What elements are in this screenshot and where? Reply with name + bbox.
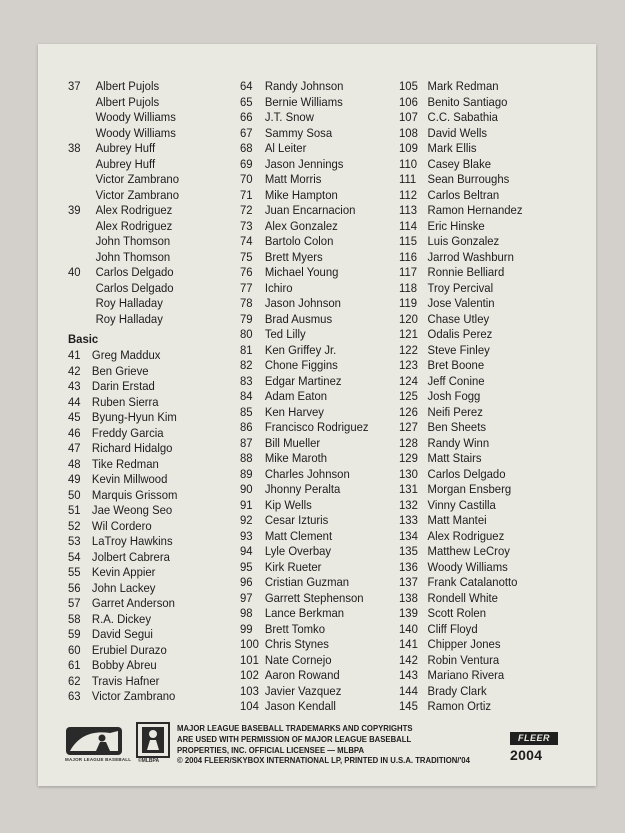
player-name: Steve Finley xyxy=(427,342,490,357)
card-number: 112 xyxy=(399,187,418,202)
player-name: Alex Rodriguez xyxy=(95,218,173,233)
card-number: 130 xyxy=(399,466,418,481)
card-number: 107 xyxy=(399,110,418,124)
player-name: Richard Hidalgo xyxy=(91,441,173,455)
card-number: 99 xyxy=(240,621,253,636)
checklist-row xyxy=(68,94,160,111)
player-name: Victor Zambrano xyxy=(91,689,176,703)
player-name: Robin Ventura xyxy=(427,652,500,667)
footer-line-1: MAJOR LEAGUE BASEBALL TRADEMARKS AND COPYRIGHTS xyxy=(177,723,413,733)
card-number: 87 xyxy=(240,435,253,450)
card-number: 132 xyxy=(399,497,418,512)
player-name: Bartolo Colon xyxy=(264,234,334,248)
basic-heading: Basic xyxy=(68,332,99,346)
player-name: Michael Young xyxy=(264,265,339,279)
player-name: Freddy Garcia xyxy=(91,425,164,440)
player-name: Sammy Sosa xyxy=(264,125,333,140)
card-number: 90 xyxy=(240,482,253,496)
player-name: Matt Clement xyxy=(264,528,333,543)
card-number: 42 xyxy=(68,363,81,378)
card-number: 123 xyxy=(399,358,418,372)
mlbpa-logo-text: ©MLBPA xyxy=(138,758,160,764)
card-number: 120 xyxy=(399,311,418,326)
checklist-row xyxy=(68,249,171,266)
player-name: Charles Johnson xyxy=(264,466,350,481)
player-name: Jhonny Peralta xyxy=(264,482,341,496)
player-name: Edgar Martinez xyxy=(264,373,342,388)
player-name: Juan Encarnacion xyxy=(264,203,356,217)
mlb-logo-text: MAJOR LEAGUE BASEBALL xyxy=(65,757,132,762)
player-name: Casey Blake xyxy=(427,156,492,171)
card-number: 88 xyxy=(240,451,253,465)
card-number: 131 xyxy=(399,482,418,496)
player-name: Jarrod Washburn xyxy=(427,249,514,264)
player-name: Ben Sheets xyxy=(427,420,487,434)
card-number: 105 xyxy=(399,79,418,93)
card-number: 78 xyxy=(240,296,253,310)
player-name: Morgan Ensberg xyxy=(427,482,512,496)
card-number: 56 xyxy=(68,580,81,595)
card-number: 69 xyxy=(240,156,253,171)
player-name: Ichiro xyxy=(264,280,293,295)
player-name: Cristian Guzman xyxy=(264,575,350,589)
checklist-row xyxy=(68,441,173,457)
player-name: Carlos Beltran xyxy=(427,187,500,202)
player-name: Roy Halladay xyxy=(95,296,163,310)
player-name: Woody Williams xyxy=(427,559,508,574)
player-name: Albert Pujols xyxy=(95,79,160,93)
checklist-row xyxy=(68,280,174,297)
mlb-logo xyxy=(66,727,122,755)
checklist-row xyxy=(68,658,157,674)
player-name: Chone Figgins xyxy=(264,358,338,372)
player-name: John Lackey xyxy=(91,580,156,595)
card-number: 48 xyxy=(68,456,81,471)
card-number: 133 xyxy=(399,513,418,527)
player-name: Matt Stairs xyxy=(427,451,482,465)
card-number: 67 xyxy=(240,125,253,140)
player-name: Al Leiter xyxy=(264,141,307,155)
player-name: Brad Ausmus xyxy=(264,311,333,326)
player-name: Garrett Stephenson xyxy=(264,590,364,605)
player-name: Vinny Castilla xyxy=(427,497,496,512)
card-number: 68 xyxy=(240,141,253,155)
card-number: 51 xyxy=(68,503,81,517)
player-name: John Thomson xyxy=(95,234,171,248)
player-name: Frank Catalanotto xyxy=(427,575,518,589)
player-name: Carlos Delgado xyxy=(95,265,174,279)
checklist-row xyxy=(68,363,149,380)
card-number: 54 xyxy=(68,549,81,564)
player-name: Ted Lilly xyxy=(264,327,306,341)
player-name: Alex Rodriguez xyxy=(427,528,505,543)
footer-line-4: © 2004 FLEER/SKYBOX INTERNATIONAL LP, PRINTED IN U.S.A. TRADITION/'04 xyxy=(177,755,470,766)
card-number: 144 xyxy=(399,683,418,698)
player-name: Ben Grieve xyxy=(91,363,149,378)
player-name: John Thomson xyxy=(95,249,171,264)
card-number: 121 xyxy=(399,327,418,341)
card-number: 98 xyxy=(240,606,253,620)
player-name: Kirk Rueter xyxy=(264,559,322,574)
card-number: 119 xyxy=(399,296,418,310)
card-number: 49 xyxy=(68,472,81,486)
player-name: Cesar Izturis xyxy=(264,513,329,527)
player-name: Bret Boone xyxy=(427,358,485,372)
card-number: 101 xyxy=(240,652,259,667)
player-name: Odalis Perez xyxy=(427,327,493,341)
card-number: 124 xyxy=(399,373,418,388)
player-name: Carlos Delgado xyxy=(95,280,174,295)
card-number: 75 xyxy=(240,249,253,264)
player-name: Erubiel Durazo xyxy=(91,642,167,657)
card-number: 106 xyxy=(399,94,418,109)
player-name: C.C. Sabathia xyxy=(427,110,498,124)
card-number: 139 xyxy=(399,606,418,620)
checklist-row xyxy=(68,596,175,612)
card-number: 81 xyxy=(240,342,253,357)
card-number: 45 xyxy=(68,410,81,424)
card-number: 39 xyxy=(68,203,81,217)
player-name: Mike Maroth xyxy=(264,451,328,465)
player-name: Bobby Abreu xyxy=(91,658,157,672)
card-number: 38 xyxy=(68,141,81,155)
checklist-row xyxy=(68,627,153,643)
card-number: 50 xyxy=(68,487,81,502)
player-name: Jose Valentin xyxy=(427,296,495,310)
player-name: Woody Williams xyxy=(95,125,176,140)
checklist-row xyxy=(68,379,155,395)
checklist-row xyxy=(68,487,178,504)
player-name: Matt Mantei xyxy=(427,513,487,527)
card-number: 96 xyxy=(240,575,253,589)
player-name: Aubrey Huff xyxy=(95,141,156,155)
card-number: 127 xyxy=(399,420,418,434)
card-number: 102 xyxy=(240,668,259,682)
card-number: 79 xyxy=(240,311,253,326)
player-name: Lyle Overbay xyxy=(264,544,332,558)
player-name: Brett Myers xyxy=(264,249,323,264)
checklist-row xyxy=(68,203,173,219)
player-name: Chris Stynes xyxy=(264,637,329,651)
checklist-row xyxy=(68,565,156,581)
player-name: Josh Fogg xyxy=(427,389,481,403)
player-name: Darin Erstad xyxy=(91,379,155,393)
card-number: 109 xyxy=(399,141,418,155)
player-name: Wil Cordero xyxy=(91,518,152,533)
player-name: J.T. Snow xyxy=(264,110,314,124)
checklist-row xyxy=(68,503,173,519)
player-name: Nate Cornejo xyxy=(264,652,332,667)
card-number: 83 xyxy=(240,373,253,388)
player-name: Ramon Hernandez xyxy=(427,203,523,217)
card-number: 97 xyxy=(240,590,253,605)
checklist-row xyxy=(68,141,156,157)
player-name: Alex Gonzalez xyxy=(264,218,338,233)
checklist-row xyxy=(68,265,174,281)
card-number: 71 xyxy=(240,187,253,202)
checklist-row xyxy=(68,311,163,328)
player-name: Ken Harvey xyxy=(264,404,324,419)
player-name: David Segui xyxy=(91,627,153,641)
checklist-row xyxy=(68,348,161,364)
player-name: Jason Jennings xyxy=(264,156,344,171)
player-name: Bernie Williams xyxy=(264,94,343,109)
player-name: Rondell White xyxy=(427,590,498,605)
card-number: 103 xyxy=(240,683,259,698)
player-name: Greg Maddux xyxy=(91,348,161,362)
player-name: Sean Burroughs xyxy=(427,172,510,186)
card-number: 58 xyxy=(68,611,81,626)
card-number: 44 xyxy=(68,394,81,409)
player-name: Francisco Rodriguez xyxy=(264,420,369,434)
card-number: 40 xyxy=(68,265,81,279)
player-name: Aubrey Huff xyxy=(95,156,156,171)
checklist-row xyxy=(68,456,159,473)
card-number: 129 xyxy=(399,451,418,465)
card-number: 135 xyxy=(399,544,418,558)
card-number: 60 xyxy=(68,642,81,657)
player-name: Marquis Grissom xyxy=(91,487,178,502)
player-name: Ronnie Belliard xyxy=(427,265,505,279)
card-number: 70 xyxy=(240,172,253,186)
player-name: Victor Zambrano xyxy=(95,187,180,202)
card-number: 93 xyxy=(240,528,253,543)
card-number: 46 xyxy=(68,425,81,440)
card-number: 59 xyxy=(68,627,81,641)
footer-line-2: ARE USED WITH PERMISSION OF MAJOR LEAGUE BASEBALL xyxy=(177,733,412,744)
card-number: 114 xyxy=(399,218,418,233)
checklist-row xyxy=(68,518,152,535)
card-number: 100 xyxy=(240,637,259,651)
player-name: Adam Eaton xyxy=(264,389,328,403)
player-name: Jason Johnson xyxy=(264,296,341,310)
checklist-row xyxy=(68,410,177,426)
player-name: LaTroy Hawkins xyxy=(91,534,173,548)
player-name: David Wells xyxy=(427,125,488,140)
card-number: 126 xyxy=(399,404,418,419)
checklist-row xyxy=(68,296,163,312)
checklist-row xyxy=(68,425,164,442)
card-number: 113 xyxy=(399,203,418,217)
player-name: Tike Redman xyxy=(91,456,159,471)
checklist-row xyxy=(68,580,156,597)
card-number: 82 xyxy=(240,358,253,372)
card-year: 2004 xyxy=(510,747,543,763)
footer-line-3: PROPERTIES, INC. OFFICIAL LICENSEE — MLBPA xyxy=(177,744,365,755)
card-number: 52 xyxy=(68,518,81,533)
card-number: 77 xyxy=(240,280,253,295)
card-number: 73 xyxy=(240,218,253,233)
card-number: 66 xyxy=(240,110,253,124)
player-name: R.A. Dickey xyxy=(91,611,152,626)
player-name: Brady Clark xyxy=(427,683,487,698)
card-number: 37 xyxy=(68,79,81,93)
player-name: Alex Rodriguez xyxy=(95,203,173,217)
card-number: 84 xyxy=(240,389,253,403)
card-number: 115 xyxy=(399,234,418,248)
card-number: 136 xyxy=(399,559,418,574)
checklist-card xyxy=(38,44,596,786)
checklist-row xyxy=(68,394,159,411)
card-number: 104 xyxy=(240,699,259,713)
player-name: Jae Weong Seo xyxy=(91,503,173,517)
checklist-row xyxy=(68,549,170,566)
card-number: 89 xyxy=(240,466,253,481)
card-number: 72 xyxy=(240,203,253,217)
card-number: 63 xyxy=(68,689,81,703)
player-name: Chase Utley xyxy=(427,311,490,326)
player-name: Ken Griffey Jr. xyxy=(264,342,337,357)
player-name: Luis Gonzalez xyxy=(427,234,500,248)
player-name: Aaron Rowand xyxy=(264,668,340,682)
card-number: 111 xyxy=(399,172,417,186)
card-number: 62 xyxy=(68,673,81,688)
player-name: Ruben Sierra xyxy=(91,394,159,409)
legal-footer xyxy=(177,723,487,766)
player-name: Travis Hafner xyxy=(91,673,160,688)
player-name: Victor Zambrano xyxy=(95,172,180,186)
card-number: 140 xyxy=(399,621,418,636)
player-name: Lance Berkman xyxy=(264,606,345,620)
checklist-row xyxy=(68,689,176,705)
card-number: 55 xyxy=(68,565,81,579)
card-number: 61 xyxy=(68,658,81,672)
card-number: 86 xyxy=(240,420,253,434)
player-name: Jolbert Cabrera xyxy=(91,549,170,564)
card-number: 47 xyxy=(68,441,81,455)
player-name: Chipper Jones xyxy=(427,637,501,651)
card-number: 134 xyxy=(399,528,418,543)
card-number: 41 xyxy=(68,348,81,362)
card-number: 138 xyxy=(399,590,418,605)
player-name: Eric Hinske xyxy=(427,218,485,233)
player-name: Jeff Conine xyxy=(427,373,485,388)
checklist-row xyxy=(68,79,160,95)
fleer-logo: FLEER xyxy=(510,732,558,745)
checklist-row xyxy=(68,110,176,126)
card-number: 122 xyxy=(399,342,418,357)
player-name: Matthew LeCroy xyxy=(427,544,510,558)
card-number: 143 xyxy=(399,668,418,682)
card-number: 57 xyxy=(68,596,81,610)
checklist-row xyxy=(68,534,173,550)
card-number: 91 xyxy=(240,497,253,512)
player-name: Randy Johnson xyxy=(264,79,344,93)
player-name: Bill Mueller xyxy=(264,435,321,450)
checklist-row xyxy=(68,172,180,188)
checklist-column-1 xyxy=(68,79,180,705)
checklist-row xyxy=(68,472,168,488)
checklist-row xyxy=(68,218,173,235)
card-number: 65 xyxy=(240,94,253,109)
card-number: 53 xyxy=(68,534,81,548)
player-name: Garret Anderson xyxy=(91,596,175,610)
checklist-row xyxy=(68,156,156,173)
card-number: 92 xyxy=(240,513,253,527)
player-name: Mark Redman xyxy=(427,79,499,93)
card-number: 142 xyxy=(399,652,418,667)
card-number: 76 xyxy=(240,265,253,279)
card-number: 137 xyxy=(399,575,418,589)
card-number: 116 xyxy=(399,249,418,264)
player-name: Cliff Floyd xyxy=(427,621,478,636)
column1-inserts xyxy=(68,79,180,327)
player-name: Brett Tomko xyxy=(264,621,325,636)
checklist-row xyxy=(68,642,167,659)
card-number: 110 xyxy=(399,156,418,171)
checklist-row xyxy=(68,611,152,628)
card-number: 85 xyxy=(240,404,253,419)
player-name: Javier Vazquez xyxy=(264,683,342,698)
player-name: Mark Ellis xyxy=(427,141,477,155)
player-name: Byung-Hyun Kim xyxy=(91,410,177,424)
player-name: Roy Halladay xyxy=(95,311,163,326)
player-name: Mike Hampton xyxy=(264,187,338,202)
player-name: Matt Morris xyxy=(264,172,322,186)
card-number: 108 xyxy=(399,125,418,140)
card-number: 117 xyxy=(399,265,418,279)
player-name: Kevin Appier xyxy=(91,565,156,579)
player-name: Albert Pujols xyxy=(95,94,160,109)
player-name: Neifi Perez xyxy=(427,404,483,419)
player-name: Carlos Delgado xyxy=(427,466,506,481)
card-number: 80 xyxy=(240,327,253,341)
player-name: Kip Wells xyxy=(264,497,312,512)
card-number: 94 xyxy=(240,544,253,558)
card-number: 118 xyxy=(399,280,418,295)
card-number: 128 xyxy=(399,435,418,450)
player-name: Randy Winn xyxy=(427,435,490,450)
card-number: 64 xyxy=(240,79,253,93)
player-name: Mariano Rivera xyxy=(427,668,505,682)
column1-basic xyxy=(68,348,178,705)
checklist-row xyxy=(68,187,180,204)
checklist-row xyxy=(68,234,171,250)
card-number: 145 xyxy=(399,699,418,713)
player-name: Kevin Millwood xyxy=(91,472,168,486)
player-name: Jason Kendall xyxy=(264,699,336,713)
player-name: Scott Rolen xyxy=(427,606,487,620)
player-name: Benito Santiago xyxy=(427,94,508,109)
card-number: 74 xyxy=(240,234,253,248)
player-name: Woody Williams xyxy=(95,110,176,124)
card-number: 95 xyxy=(240,559,253,574)
card-number: 125 xyxy=(399,389,418,403)
checklist-row xyxy=(68,673,160,690)
checklist-row xyxy=(68,125,176,142)
player-name: Ramon Ortiz xyxy=(427,699,492,713)
card-number: 43 xyxy=(68,379,81,393)
card-number: 141 xyxy=(399,637,418,651)
player-name: Troy Percival xyxy=(427,280,494,295)
